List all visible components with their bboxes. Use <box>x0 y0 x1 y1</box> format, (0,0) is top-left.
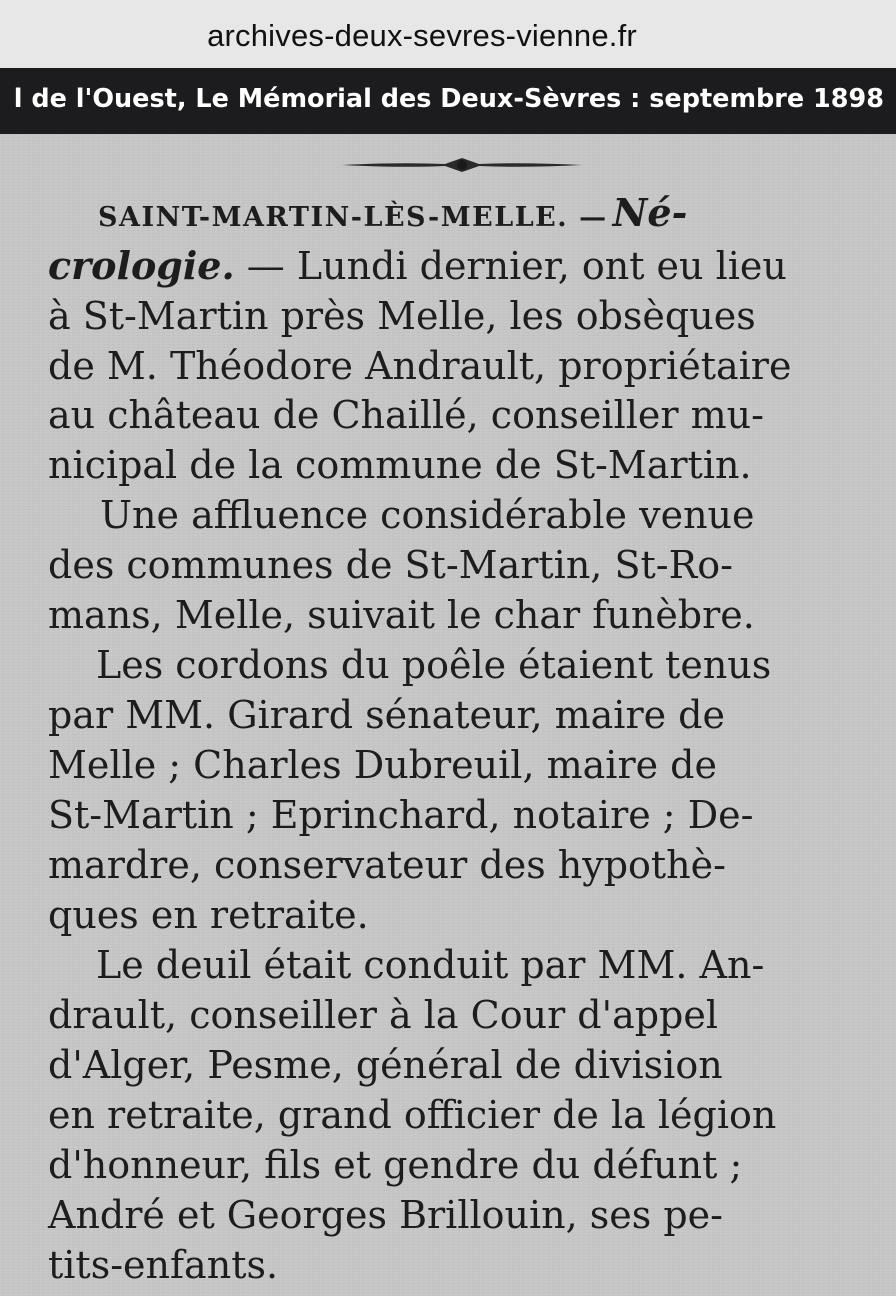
article-line: à St-Martin près Melle, les obsèques <box>48 294 756 338</box>
page-title: l de l'Ouest, Le Mémorial des Deux-Sèvres : septembre 1898 <box>13 84 884 114</box>
article-line: Une affluence considérable venue <box>100 493 755 537</box>
article-line: André et Georges Brillouin, ses pe- <box>48 1193 724 1237</box>
article-line: nicipal de la commune de St-Martin. <box>48 443 752 487</box>
article-heading-italic: Né- <box>612 190 688 235</box>
newspaper-scan <box>0 134 896 1296</box>
article-line-2-text: — Lundi dernier, ont eu lieu <box>246 244 787 288</box>
page-title-bar <box>0 68 896 134</box>
article-line: d'honneur, fils et gendre du défunt ; <box>48 1143 743 1187</box>
article-line: des communes de St-Martin, St-Ro- <box>48 543 733 587</box>
url-text[interactable]: archives-deux-sevres-vienne.fr <box>207 18 637 53</box>
article-line: mans, Melle, suivait le char funèbre. <box>48 593 755 637</box>
article-line: tits-enfants. <box>48 1243 279 1287</box>
article-line: Les cordons du poêle étaient tenus <box>96 643 772 687</box>
article-line-2-italic: crologie. <box>48 243 235 288</box>
article-line: au château de Chaillé, conseiller mu- <box>48 393 764 437</box>
address-bar[interactable] <box>0 0 896 69</box>
article-line: en retraite, grand officier de la légion <box>48 1093 777 1137</box>
article-line: St-Martin ; Eprinchard, notaire ; De- <box>48 793 754 837</box>
article-line: d'Alger, Pesme, général de division <box>48 1043 723 1087</box>
article-line: Melle ; Charles Dubreuil, maire de <box>48 743 717 787</box>
article-heading-line <box>98 190 687 236</box>
article-line: Le deuil était conduit par MM. An- <box>96 943 765 987</box>
ornament-divider <box>340 154 584 176</box>
article-line-2 <box>48 243 787 289</box>
article-line: mardre, conservateur des hypothè- <box>48 843 726 887</box>
article-line: par MM. Girard sénateur, maire de <box>48 693 725 737</box>
article-heading: SAINT-MARTIN-LÈS-MELLE. — <box>98 202 608 233</box>
article-line: de M. Théodore Andrault, propriétaire <box>48 344 792 388</box>
article-line: drault, conseiller à la Cour d'appel <box>48 993 719 1037</box>
article-line: ques en retraite. <box>48 893 369 937</box>
